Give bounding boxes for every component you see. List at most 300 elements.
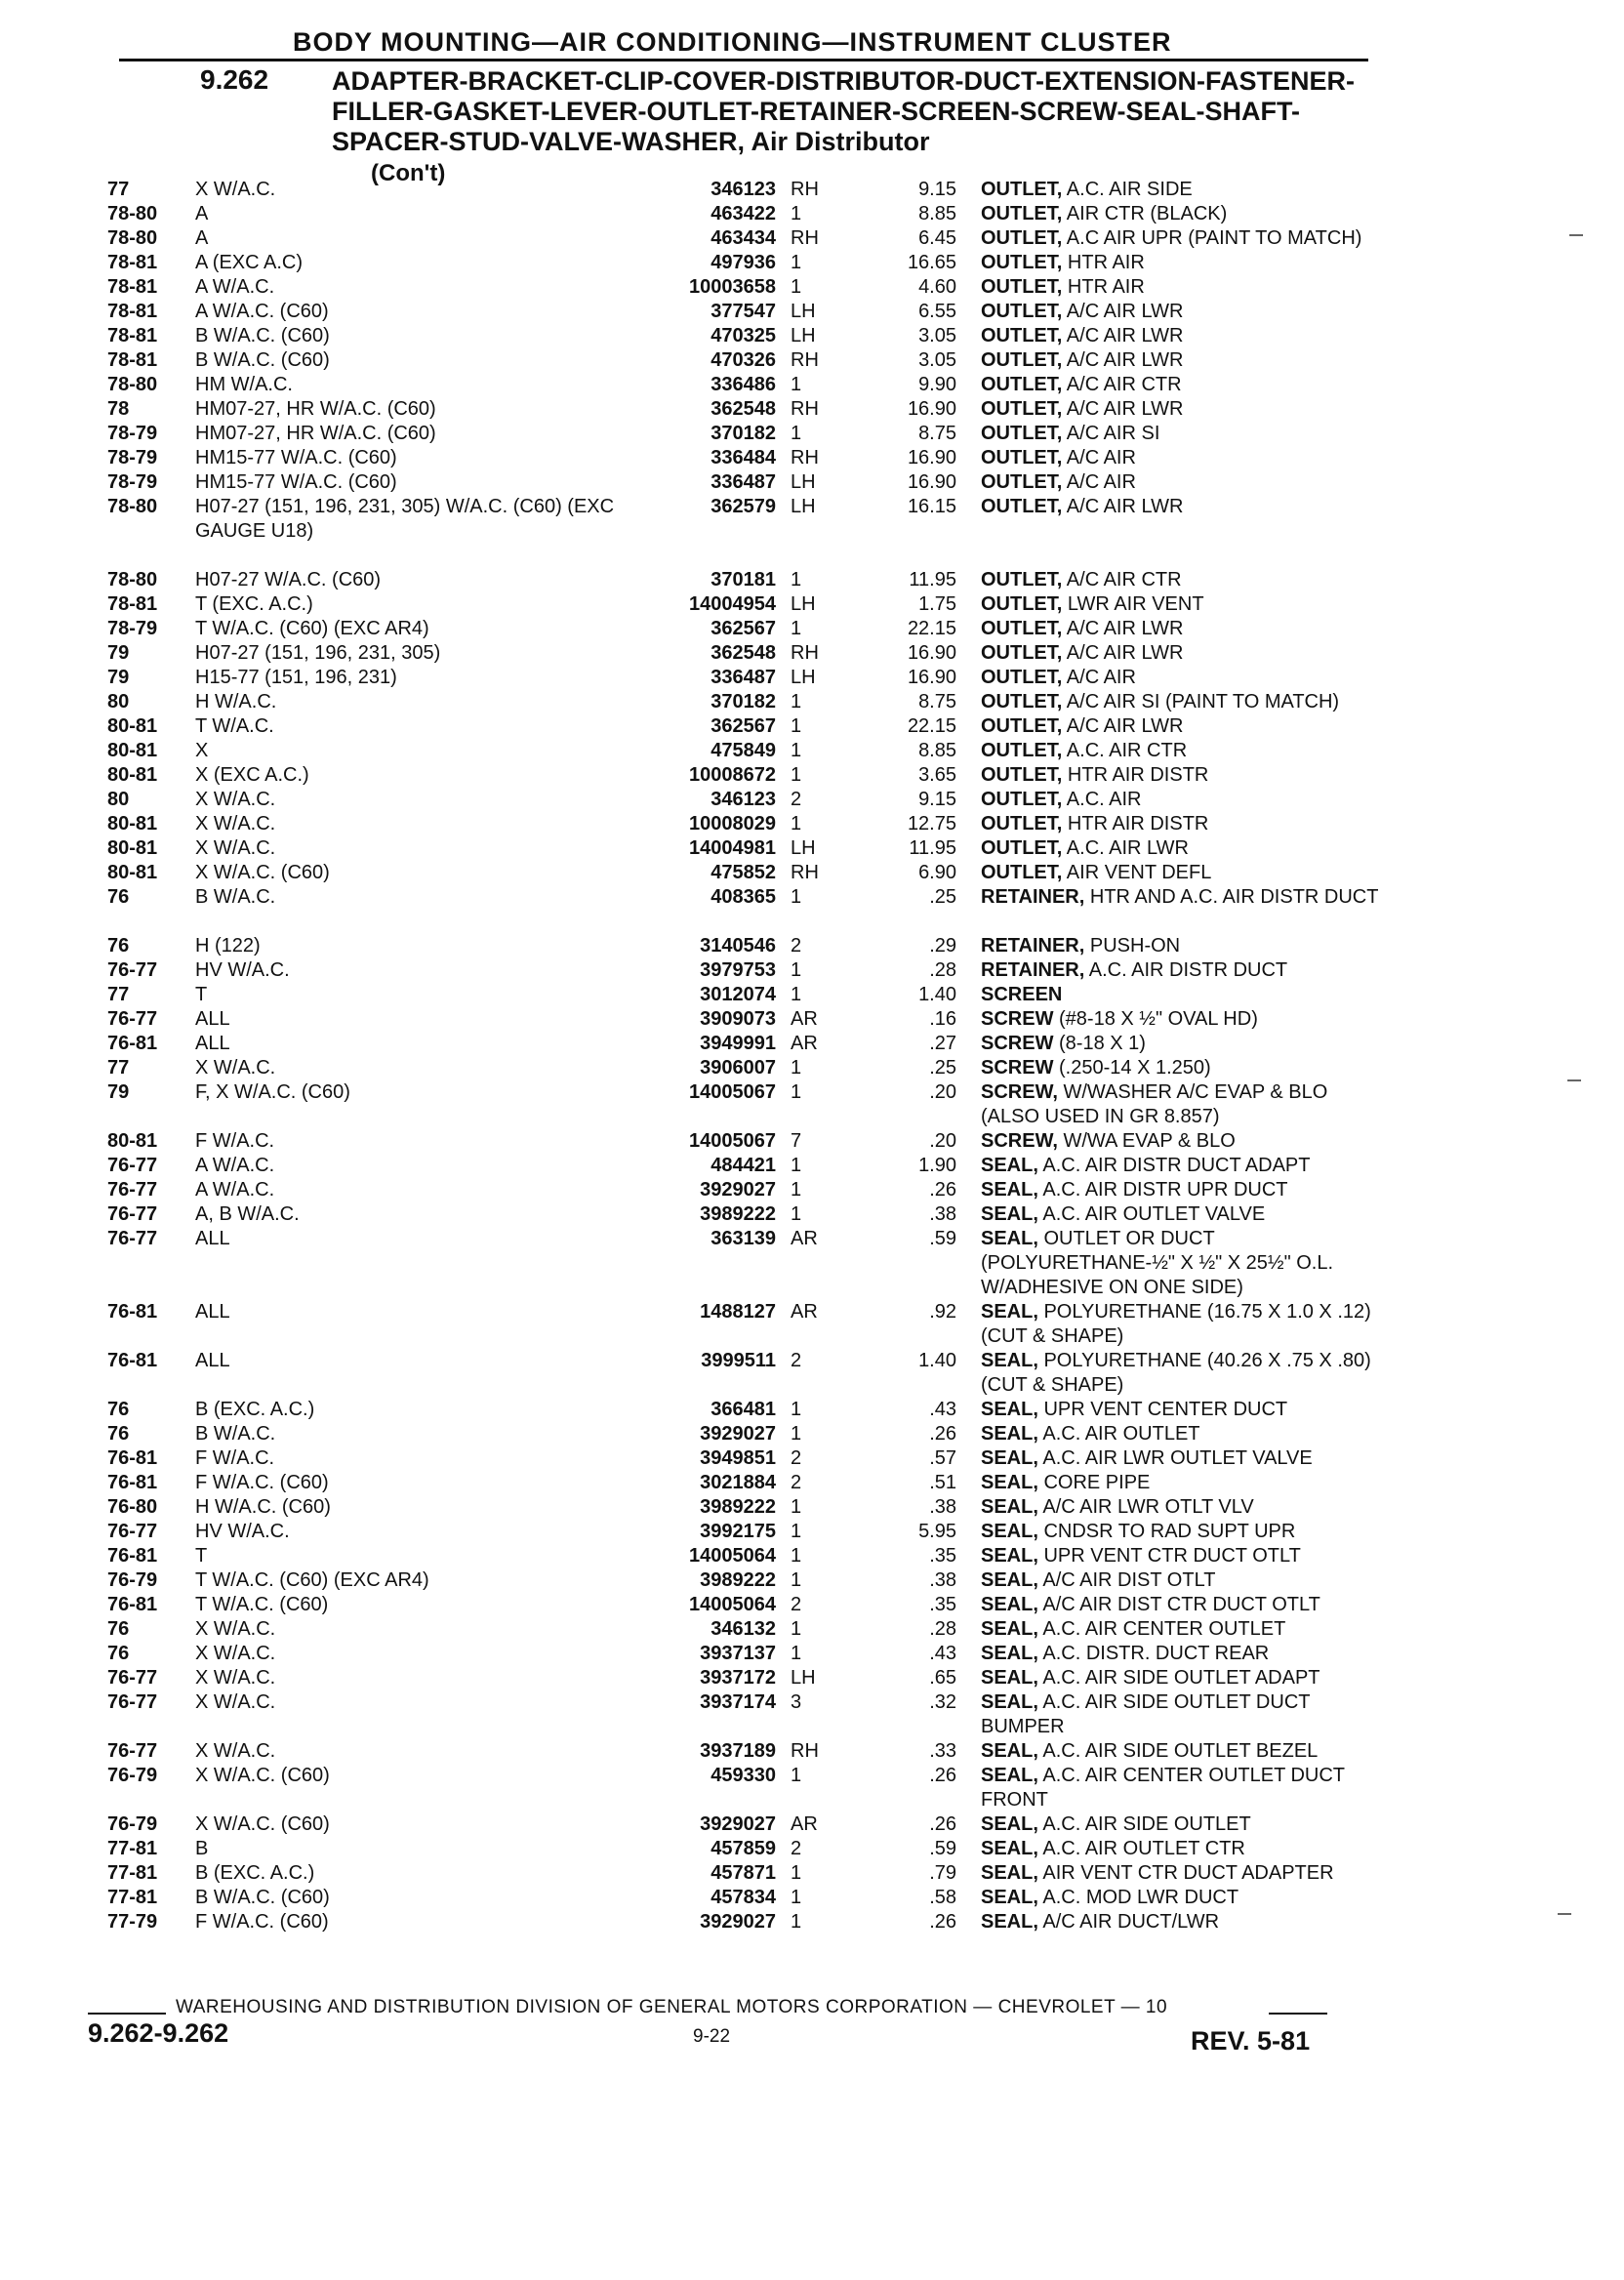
description-text: A.C. AIR SIDE OUTLET ADAPT: [1042, 1667, 1320, 1689]
year-cell: 78-80: [107, 203, 158, 224]
model-cell: X W/A.C. (C60): [195, 862, 330, 883]
part-number-cell: 457871: [710, 1862, 776, 1884]
year-cell: 77: [107, 179, 130, 200]
description-cell: [981, 1520, 1381, 1544]
part-row: [107, 714, 1376, 739]
year-cell: 77: [107, 984, 130, 1005]
publisher-line: WAREHOUSING AND DISTRIBUTION DIVISION OF GENERAL MOTORS CORPORATION — CHEVROLET — 10: [176, 1997, 1168, 2017]
year-cell: 80-81: [107, 837, 158, 859]
description-keyword: OUTLET,: [981, 276, 1063, 298]
part-number-cell: 346132: [710, 1618, 776, 1640]
description-keyword: SEAL,: [981, 1691, 1038, 1713]
description-text: A/C AIR: [1066, 667, 1136, 688]
year-cell: 78: [107, 398, 130, 420]
description-keyword: OUTLET,: [981, 496, 1063, 517]
quantity-cell: 1: [791, 1643, 802, 1664]
description-text: A.C. AIR LWR: [1066, 837, 1190, 859]
model-cell: ALL: [195, 1350, 230, 1371]
description-keyword: OUTLET,: [981, 179, 1063, 200]
quantity-cell: 1: [791, 691, 802, 712]
description-keyword: OUTLET,: [981, 837, 1063, 859]
part-number-cell: 370182: [710, 691, 776, 712]
description-keyword: SCREEN: [981, 984, 1063, 1005]
description-cell: [981, 324, 1381, 348]
part-row: [107, 592, 1376, 617]
description-cell: [981, 397, 1381, 422]
part-row: [107, 1495, 1376, 1520]
description-cell: [981, 1056, 1381, 1080]
quantity-cell: 1: [791, 252, 802, 273]
description-text: A/C AIR DIST CTR DUCT OTLT: [1042, 1594, 1320, 1615]
year-cell: 80: [107, 789, 130, 810]
model-cell: H (122): [195, 935, 261, 957]
model-cell: HM07-27, HR W/A.C. (C60): [195, 423, 436, 444]
part-row: [107, 300, 1376, 324]
footer-divider-right: [1269, 2013, 1327, 2015]
description-text: OUTLET OR DUCT (POLYURETHANE-½" X ½" X 25½" O.L. W/ADHESIVE ON ONE SIDE): [981, 1228, 1334, 1298]
model-cell: X: [195, 740, 209, 761]
model-cell: A W/A.C.: [195, 1155, 275, 1176]
description-text: A/C AIR: [1066, 471, 1136, 493]
price-cell: 22.15: [907, 715, 956, 737]
part-row: [107, 1154, 1376, 1178]
description-text: A/C AIR LWR: [1066, 496, 1184, 517]
model-cell: B W/A.C. (C60): [195, 325, 330, 346]
description-text: A.C. AIR CENTER OUTLET DUCT FRONT: [981, 1765, 1345, 1811]
description-cell: [981, 714, 1381, 739]
quantity-cell: 1: [791, 1203, 802, 1225]
description-keyword: SCREW: [981, 1057, 1054, 1079]
price-cell: .59: [929, 1228, 956, 1249]
part-number-cell: 336486: [710, 374, 776, 395]
model-cell: HM15-77 W/A.C. (C60): [195, 471, 397, 493]
year-cell: 76-81: [107, 1472, 158, 1493]
quantity-cell: 2: [791, 1594, 802, 1615]
description-text: A/C AIR LWR: [1066, 398, 1184, 420]
part-number-cell: 457834: [710, 1887, 776, 1908]
year-cell: 78-80: [107, 569, 158, 590]
description-cell: [981, 348, 1381, 373]
price-cell: 22.15: [907, 618, 956, 639]
model-cell: A (EXC A.C): [195, 252, 304, 273]
description-text: UPR VENT CENTER DUCT: [1043, 1399, 1288, 1420]
description-cell: [981, 1495, 1381, 1520]
description-keyword: OUTLET,: [981, 447, 1063, 468]
description-keyword: SEAL,: [981, 1447, 1038, 1469]
description-cell: [981, 300, 1381, 324]
part-row: [107, 1300, 1376, 1349]
part-row: [107, 1007, 1376, 1032]
part-number-cell: 3021884: [700, 1472, 776, 1493]
price-cell: 11.95: [909, 837, 956, 859]
part-number-cell: 3140546: [700, 935, 776, 957]
part-number-cell: 10008672: [689, 764, 776, 786]
model-cell: X W/A.C. (C60): [195, 1765, 330, 1786]
description-keyword: OUTLET,: [981, 813, 1063, 835]
part-number-cell: 3949851: [700, 1447, 776, 1469]
continued-label: (Con't): [371, 160, 446, 186]
description-cell: [981, 1154, 1381, 1178]
price-cell: 16.65: [907, 252, 956, 273]
description-text: POLYURETHANE (40.26 X .75 X .80) (CUT & SHAPE): [981, 1350, 1371, 1396]
margin-mark: [1567, 1079, 1581, 1081]
price-cell: 9.90: [918, 374, 956, 395]
part-row: [107, 788, 1376, 812]
description-text: W/WASHER A/C EVAP & BLO (ALSO USED IN GR 8.857): [981, 1081, 1328, 1127]
model-cell: F W/A.C. (C60): [195, 1472, 329, 1493]
model-cell: X W/A.C.: [195, 1643, 276, 1664]
description-keyword: OUTLET,: [981, 569, 1063, 590]
price-cell: 16.90: [907, 667, 956, 688]
model-cell: ALL: [195, 1301, 230, 1323]
description-cell: [981, 1202, 1381, 1227]
quantity-cell: 1: [791, 1545, 802, 1567]
year-cell: 76: [107, 1643, 130, 1664]
year-cell: 78-79: [107, 471, 158, 493]
year-cell: 78-81: [107, 349, 158, 371]
part-row: [107, 1666, 1376, 1690]
description-cell: [981, 1593, 1381, 1617]
description-cell: [981, 885, 1381, 910]
quantity-cell: 1: [791, 276, 802, 298]
quantity-cell: AR: [791, 1033, 818, 1054]
description-cell: [981, 788, 1381, 812]
year-cell: 80-81: [107, 715, 158, 737]
year-cell: 76-77: [107, 1667, 158, 1689]
part-row: [107, 373, 1376, 397]
description-keyword: SEAL,: [981, 1569, 1038, 1591]
part-number-cell: 10003658: [689, 276, 776, 298]
part-number-cell: 3929027: [700, 1423, 776, 1445]
description-keyword: OUTLET,: [981, 349, 1063, 371]
description-text: HTR AND A.C. AIR DISTR DUCT: [1089, 886, 1379, 908]
description-cell: [981, 958, 1381, 983]
year-cell: 76-79: [107, 1813, 158, 1835]
model-cell: A W/A.C.: [195, 276, 275, 298]
price-cell: .29: [929, 935, 956, 957]
part-number-cell: 3992175: [700, 1521, 776, 1542]
part-number-cell: 484421: [710, 1155, 776, 1176]
quantity-cell: 3: [791, 1691, 802, 1713]
model-cell: H W/A.C. (C60): [195, 1496, 331, 1518]
description-text: HTR AIR: [1067, 252, 1145, 273]
description-text: A.C AIR UPR (PAINT TO MATCH): [1066, 227, 1362, 249]
quantity-cell: LH: [791, 1667, 816, 1689]
year-cell: 76-77: [107, 959, 158, 981]
price-cell: .65: [929, 1667, 956, 1689]
description-cell: [981, 739, 1381, 763]
description-cell: [981, 446, 1381, 470]
price-cell: .92: [929, 1301, 956, 1323]
quantity-cell: 2: [791, 1447, 802, 1469]
part-row: [107, 1861, 1376, 1886]
model-cell: X (EXC A.C.): [195, 764, 309, 786]
part-number-cell: 3929027: [700, 1179, 776, 1201]
description-keyword: SEAL,: [981, 1594, 1038, 1615]
description-cell: [981, 226, 1381, 251]
part-number-cell: 362579: [710, 496, 776, 517]
price-cell: .57: [929, 1447, 956, 1469]
year-cell: 76-77: [107, 1691, 158, 1713]
quantity-cell: 2: [791, 1472, 802, 1493]
part-row: [107, 446, 1376, 470]
part-number-cell: 3979753: [700, 959, 776, 981]
year-cell: 78-81: [107, 301, 158, 322]
description-keyword: SEAL,: [981, 1618, 1038, 1640]
part-row: [107, 1837, 1376, 1861]
year-cell: 76: [107, 1423, 130, 1445]
part-number-cell: 336487: [710, 667, 776, 688]
model-cell: X W/A.C.: [195, 1618, 276, 1640]
quantity-cell: RH: [791, 642, 819, 664]
model-cell: T (EXC. A.C.): [195, 593, 313, 615]
part-row: [107, 251, 1376, 275]
description-cell: [981, 1861, 1381, 1886]
price-cell: 16.15: [907, 496, 956, 517]
part-row: [107, 885, 1379, 934]
description-keyword: OUTLET,: [981, 642, 1063, 664]
price-cell: 16.90: [907, 642, 956, 664]
part-number-cell: 3989222: [700, 1203, 776, 1225]
description-keyword: RETAINER,: [981, 959, 1085, 981]
price-cell: .33: [929, 1740, 956, 1762]
description-cell: [981, 1764, 1381, 1812]
model-cell: X W/A.C.: [195, 1740, 276, 1762]
description-text: A/C AIR LWR: [1066, 715, 1184, 737]
part-row: [107, 836, 1376, 861]
description-text: A/C AIR SI: [1066, 423, 1160, 444]
year-cell: 76-77: [107, 1179, 158, 1201]
part-row: [107, 1422, 1376, 1446]
part-row: [107, 568, 1376, 592]
description-text: A/C AIR CTR: [1066, 569, 1182, 590]
price-cell: 16.90: [907, 447, 956, 468]
quantity-cell: LH: [791, 471, 816, 493]
revision-label: REV. 5-81: [1191, 2026, 1311, 2056]
description-cell: [981, 470, 1381, 495]
quantity-cell: RH: [791, 349, 819, 371]
price-cell: 8.75: [918, 423, 956, 444]
description-cell: [981, 1666, 1381, 1690]
description-keyword: OUTLET,: [981, 398, 1063, 420]
model-cell: B W/A.C.: [195, 1423, 276, 1445]
year-cell: 77-81: [107, 1887, 158, 1908]
quantity-cell: AR: [791, 1228, 818, 1249]
description-text: POLYURETHANE (16.75 X 1.0 X .12) (CUT & SHAPE): [981, 1301, 1371, 1347]
part-row: [107, 1690, 1376, 1739]
description-cell: [981, 1300, 1381, 1349]
price-cell: .28: [929, 1618, 956, 1640]
quantity-cell: 1: [791, 959, 802, 981]
year-cell: 80-81: [107, 740, 158, 761]
part-row: [107, 983, 1376, 1007]
description-keyword: OUTLET,: [981, 618, 1063, 639]
description-cell: [981, 251, 1381, 275]
year-cell: 80-81: [107, 813, 158, 835]
quantity-cell: 1: [791, 1521, 802, 1542]
quantity-cell: 1: [791, 1911, 802, 1933]
description-text: HTR AIR: [1067, 276, 1145, 298]
price-cell: .32: [929, 1691, 956, 1713]
margin-mark: [1558, 1913, 1571, 1915]
quantity-cell: 1: [791, 569, 802, 590]
description-keyword: SEAL,: [981, 1228, 1038, 1249]
price-cell: 6.55: [918, 301, 956, 322]
description-text: A/C AIR LWR: [1066, 301, 1184, 322]
year-cell: 78-81: [107, 325, 158, 346]
part-number-cell: 3989222: [700, 1496, 776, 1518]
part-number-cell: 475852: [710, 862, 776, 883]
description-keyword: SCREW,: [981, 1081, 1058, 1103]
year-cell: 79: [107, 667, 130, 688]
quantity-cell: 1: [791, 203, 802, 224]
year-cell: 80-81: [107, 1130, 158, 1152]
description-keyword: OUTLET,: [981, 301, 1063, 322]
description-keyword: SEAL,: [981, 1301, 1038, 1323]
model-cell: HM W/A.C.: [195, 374, 293, 395]
price-cell: .26: [929, 1179, 956, 1201]
price-cell: .58: [929, 1887, 956, 1908]
quantity-cell: 2: [791, 1350, 802, 1371]
description-cell: [981, 178, 1381, 202]
price-cell: 1.75: [918, 593, 956, 615]
model-cell: HM07-27, HR W/A.C. (C60): [195, 398, 436, 420]
part-row: [107, 1617, 1376, 1642]
part-number-cell: 370182: [710, 423, 776, 444]
part-number-cell: 470325: [710, 325, 776, 346]
description-text: A.C. AIR OUTLET CTR: [1042, 1838, 1245, 1859]
description-cell: [981, 983, 1381, 1007]
part-row: [107, 226, 1376, 251]
description-cell: [981, 617, 1381, 641]
part-row: [107, 1544, 1376, 1568]
part-row: [107, 1032, 1376, 1056]
price-cell: 3.65: [918, 764, 956, 786]
part-number-cell: 366481: [710, 1399, 776, 1420]
year-cell: 76-79: [107, 1765, 158, 1786]
part-number-cell: 363139: [710, 1228, 776, 1249]
year-cell: 78-80: [107, 374, 158, 395]
description-text: A.C. AIR DISTR DUCT ADAPT: [1042, 1155, 1311, 1176]
quantity-cell: 1: [791, 813, 802, 835]
year-cell: 80-81: [107, 764, 158, 786]
price-cell: .28: [929, 959, 956, 981]
price-cell: 9.15: [918, 789, 956, 810]
year-cell: 78-79: [107, 447, 158, 468]
description-cell: [981, 1544, 1381, 1568]
quantity-cell: LH: [791, 667, 816, 688]
quantity-cell: LH: [791, 837, 816, 859]
quantity-cell: LH: [791, 496, 816, 517]
price-cell: 3.05: [918, 325, 956, 346]
quantity-cell: LH: [791, 325, 816, 346]
part-number-cell: 3989222: [700, 1569, 776, 1591]
part-number-cell: 497936: [710, 252, 776, 273]
quantity-cell: 1: [791, 886, 802, 908]
description-cell: [981, 1471, 1381, 1495]
description-keyword: SEAL,: [981, 1350, 1038, 1371]
model-cell: ALL: [195, 1008, 230, 1030]
quantity-cell: RH: [791, 862, 819, 883]
model-cell: A: [195, 203, 209, 224]
price-cell: 8.85: [918, 203, 956, 224]
group-title-text: ADAPTER-BRACKET-CLIP-COVER-DISTRIBUTOR-DUCT-EXTENSION-FASTENER-FILLER-GASKET-LEVER-OUTLET-RETAINER-SCREEN-SCREW-SEAL-SHAFT-SPACER-STUD-VALVE-WASHER, Air Distributor: [332, 66, 1356, 156]
part-number-cell: 14005064: [689, 1594, 776, 1615]
quantity-cell: AR: [791, 1813, 818, 1835]
description-text: A.C. AIR OUTLET: [1042, 1423, 1200, 1445]
price-cell: .26: [929, 1813, 956, 1835]
model-cell: X W/A.C.: [195, 1667, 276, 1689]
description-text: A.C. AIR: [1066, 789, 1142, 810]
model-cell: T: [195, 984, 208, 1005]
part-number-cell: 362548: [710, 398, 776, 420]
model-cell: A, B W/A.C.: [195, 1203, 300, 1225]
description-keyword: SEAL,: [981, 1813, 1038, 1835]
description-cell: [981, 275, 1381, 300]
description-text: A.C. MOD LWR DUCT: [1042, 1887, 1239, 1908]
description-text: HTR AIR DISTR: [1067, 813, 1209, 835]
year-cell: 80: [107, 691, 130, 712]
year-cell: 76: [107, 886, 130, 908]
description-keyword: SEAL,: [981, 1472, 1038, 1493]
part-number-cell: 377547: [710, 301, 776, 322]
year-cell: 76-81: [107, 1447, 158, 1469]
quantity-cell: 1: [791, 740, 802, 761]
part-number-cell: 362548: [710, 642, 776, 664]
description-text: A/C AIR DIST OTLT: [1042, 1569, 1216, 1591]
part-number-cell: 463422: [710, 203, 776, 224]
year-cell: 76-77: [107, 1203, 158, 1225]
model-cell: T W/A.C. (C60) (EXC AR4): [195, 1569, 429, 1591]
year-cell: 79: [107, 642, 130, 664]
part-number-cell: 3909073: [700, 1008, 776, 1030]
description-text: CNDSR TO RAD SUPT UPR: [1043, 1521, 1296, 1542]
model-cell: T: [195, 1545, 208, 1567]
quantity-cell: 1: [791, 374, 802, 395]
part-row: [107, 1080, 1376, 1129]
year-cell: 78-81: [107, 276, 158, 298]
year-cell: 77-81: [107, 1862, 158, 1884]
description-cell: [981, 1227, 1381, 1300]
group-number: 9.262: [200, 64, 269, 95]
description-keyword: SEAL,: [981, 1862, 1038, 1884]
part-row: [107, 1129, 1376, 1154]
description-keyword: OUTLET,: [981, 374, 1063, 395]
model-cell: ALL: [195, 1033, 230, 1054]
description-keyword: RETAINER,: [981, 935, 1085, 957]
quantity-cell: 2: [791, 935, 802, 957]
description-keyword: SEAL,: [981, 1667, 1038, 1689]
description-keyword: OUTLET,: [981, 789, 1063, 810]
description-cell: [981, 373, 1381, 397]
description-cell: [981, 836, 1381, 861]
model-cell: HV W/A.C.: [195, 959, 290, 981]
part-number-cell: 14005067: [689, 1081, 776, 1103]
year-cell: 78-79: [107, 618, 158, 639]
quantity-cell: RH: [791, 227, 819, 249]
year-cell: 76-81: [107, 1350, 158, 1371]
description-keyword: OUTLET,: [981, 471, 1063, 493]
description-text: A.C. AIR SIDE OUTLET BEZEL: [1042, 1740, 1319, 1762]
part-number-cell: 14005064: [689, 1545, 776, 1567]
year-cell: 78-79: [107, 423, 158, 444]
description-keyword: OUTLET,: [981, 764, 1063, 786]
model-cell: A: [195, 227, 209, 249]
part-row: [107, 324, 1376, 348]
part-row: [107, 178, 1376, 202]
description-text: W/WA EVAP & BLO: [1063, 1130, 1236, 1152]
part-number-cell: 14005067: [689, 1130, 776, 1152]
